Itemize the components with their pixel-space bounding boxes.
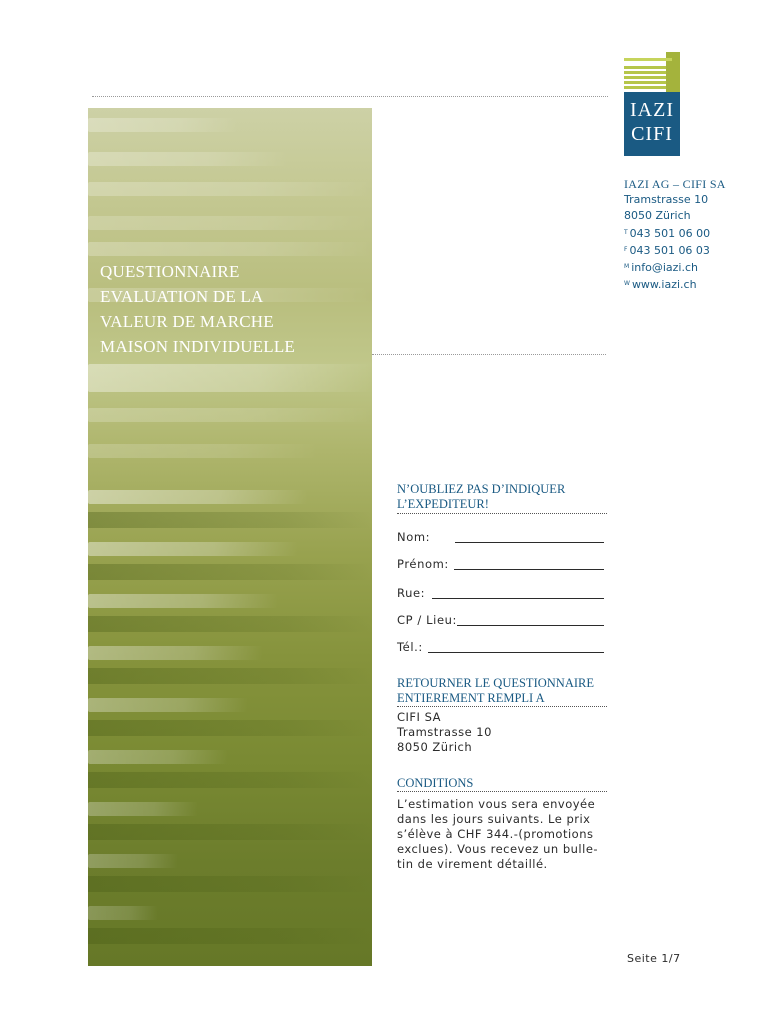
top-rule (92, 96, 608, 97)
return-address-line-3: 8050 Zürich (397, 740, 473, 754)
first-name-field[interactable] (397, 557, 604, 573)
title-line-4: MAISON INDIVIDUELLE (100, 337, 296, 356)
sender-heading-line-2: L’EXPEDITEUR! (397, 497, 489, 511)
return-address-line-2: Tramstrasse 10 (397, 725, 492, 739)
first-name-label: Prénom: (397, 557, 449, 571)
title-rule (372, 354, 606, 355)
contact-fax-row (624, 242, 726, 259)
sender-rule (397, 513, 607, 514)
conditions-line-5: tin de virement détaillé. (397, 857, 548, 871)
contact-phone: 043 501 06 00 (629, 226, 711, 240)
phone-prefix: T (624, 228, 628, 236)
sender-heading-line-1: N’OUBLIEZ PAS D’INDIQUER (397, 482, 566, 496)
conditions-rule (397, 791, 607, 792)
contact-block (624, 176, 726, 293)
zip-city-field[interactable] (397, 613, 604, 629)
name-label: Nom: (397, 530, 431, 544)
title-line-2: EVALUATION DE LA (100, 287, 264, 306)
web-prefix: W (624, 280, 630, 288)
conditions-line-3: s’élève à CHF 344.-(promotions (397, 827, 594, 841)
conditions-text (397, 797, 598, 872)
fax-prefix: F (624, 245, 628, 253)
contact-city: 8050 Zürich (624, 209, 691, 223)
page-number: Seite 1/7 (627, 952, 681, 965)
phone-field[interactable] (397, 640, 604, 656)
company-name: IAZI AG – CIFI SA (624, 177, 726, 191)
contact-mail-row (624, 259, 726, 276)
conditions-heading: CONDITIONS (397, 776, 474, 790)
street-label: Rue: (397, 586, 426, 600)
contact-street: Tramstrasse 10 (624, 193, 709, 207)
conditions-line-4: exclues). Vous recevez un bulle- (397, 842, 599, 856)
conditions-line-1: L’estimation vous sera envoyée (397, 797, 596, 811)
name-field[interactable] (397, 530, 604, 546)
contact-email-link[interactable]: info@iazi.ch (631, 261, 698, 275)
title-line-1: QUESTIONNAIRE (100, 262, 240, 281)
logo-line-2: CIFI (631, 123, 673, 145)
return-heading-line-2: ENTIEREMENT REMPLI A (397, 691, 545, 705)
logo-line-1: IAZI (630, 99, 674, 121)
title-line-3: VALEUR DE MARCHE (100, 312, 274, 331)
contact-web-row (624, 276, 726, 293)
mail-prefix: M (624, 263, 630, 271)
conditions-line-2: dans les jours suivants. Le prix (397, 812, 591, 826)
contact-phone-row (624, 225, 726, 242)
return-address (397, 710, 492, 755)
cover-image-panel (88, 108, 372, 966)
return-address-line-1: CIFI SA (397, 710, 441, 724)
document-title (100, 259, 360, 359)
zip-city-label: CP / Lieu: (397, 613, 457, 627)
street-field[interactable] (397, 586, 604, 602)
return-heading (397, 676, 607, 706)
return-heading-line-1: RETOURNER LE QUESTIONNAIRE (397, 676, 594, 690)
iazi-cifi-logo (624, 52, 680, 156)
contact-fax: 043 501 06 03 (629, 243, 710, 257)
logo-wordmark (624, 92, 680, 156)
logo-building-icon (624, 52, 680, 92)
contact-website-link[interactable]: www.iazi.ch (631, 278, 697, 292)
sender-heading (397, 482, 607, 512)
return-rule (397, 706, 607, 707)
phone-label: Tél.: (397, 640, 423, 654)
